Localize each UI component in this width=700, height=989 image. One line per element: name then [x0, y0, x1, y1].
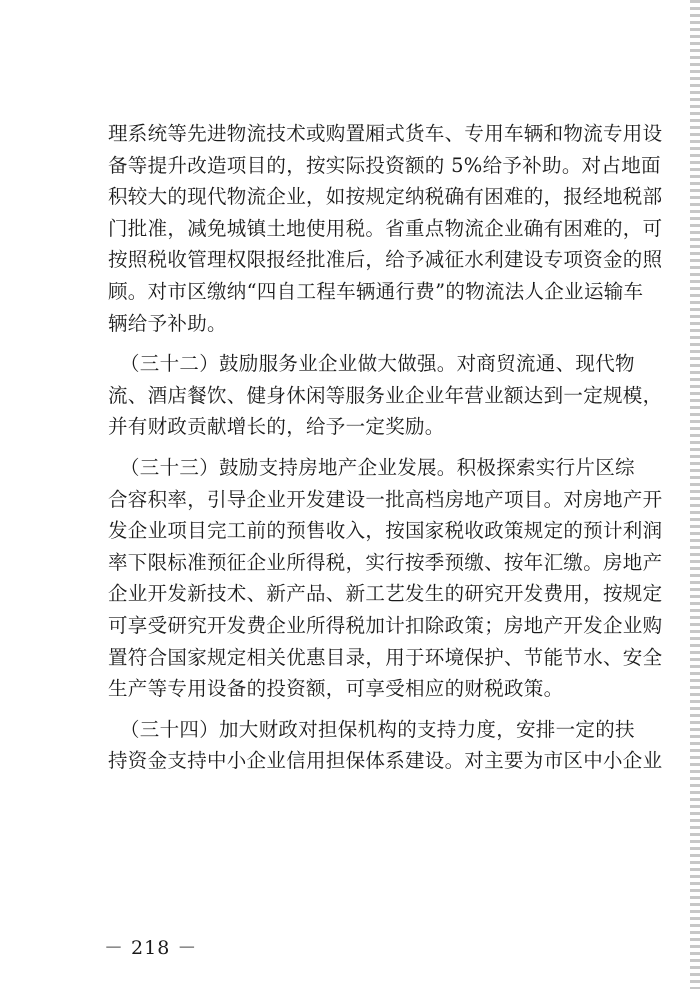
paragraph-gap — [108, 339, 608, 348]
text-line: 流、酒店餐饮、健身休闲等服务业企业年营业额达到一定规模， — [108, 383, 663, 407]
text-line: 合容积率，引导企业开发建设一批高档房地产项目。对房地产开 — [108, 487, 663, 511]
text-line: 生产等专用设备的投资额，可享受相应的财税政策。 — [108, 677, 564, 701]
paragraph-4 — [108, 714, 663, 777]
paragraph-gap — [108, 705, 608, 714]
text-line: 置符合国家规定相关优惠目录，用于环境保护、节能节水、安全 — [108, 645, 663, 669]
paragraph-2 — [108, 348, 663, 443]
text-line: 企业开发新技术、新产品、新工艺发生的研究开发费用，按规定 — [108, 582, 663, 606]
text-line: 率下限标准预征企业所得税，实行按季预缴、按年汇缴。房地产 — [108, 550, 663, 574]
paragraph-3 — [108, 452, 663, 705]
text-line: 门批准，减免城镇土地使用税。省重点物流企业确有困难的，可 — [108, 216, 663, 240]
document-body — [108, 118, 663, 777]
text-line: 顾。对市区缴纳“四自工程车辆通行费”的物流法人企业运输车 — [108, 279, 644, 303]
page-number: － 218 － — [104, 937, 198, 959]
text-line: 发企业项目完工前的预售收入，按国家税收政策规定的预计利润 — [108, 519, 663, 543]
paragraph-gap — [108, 443, 608, 452]
text-line: 辆给予补助。 — [108, 311, 227, 335]
text-line: 备等提升改造项目的，按实际投资额的 5%给予补助。对占地面 — [108, 153, 661, 177]
text-line: （三十三）鼓励支持房地产企业发展。积极探索实行片区综 — [120, 455, 635, 479]
text-line: （三十四）加大财政对担保机构的支持力度，安排一定的扶 — [120, 717, 635, 741]
paragraph-1 — [108, 118, 663, 339]
scan-edge-mark — [690, 0, 700, 989]
text-line: 按照税收管理权限报经批准后，给予减征水利建设专项资金的照 — [108, 248, 663, 272]
text-line: 并有财政贡献增长的，给予一定奖励。 — [108, 415, 445, 439]
text-line: 可享受研究开发费企业所得税加计扣除政策；房地产开发企业购 — [108, 613, 663, 637]
text-line: 理系统等先进物流技术或购置厢式货车、专用车辆和物流专用设 — [108, 122, 663, 145]
text-line: 持资金支持中小企业信用担保体系建设。对主要为市区中小企业 — [108, 749, 663, 773]
text-line: （三十二）鼓励服务业企业做大做强。对商贸流通、现代物 — [120, 352, 635, 376]
text-line: 积较大的现代物流企业，如按规定纳税确有困难的，报经地税部 — [108, 185, 663, 209]
